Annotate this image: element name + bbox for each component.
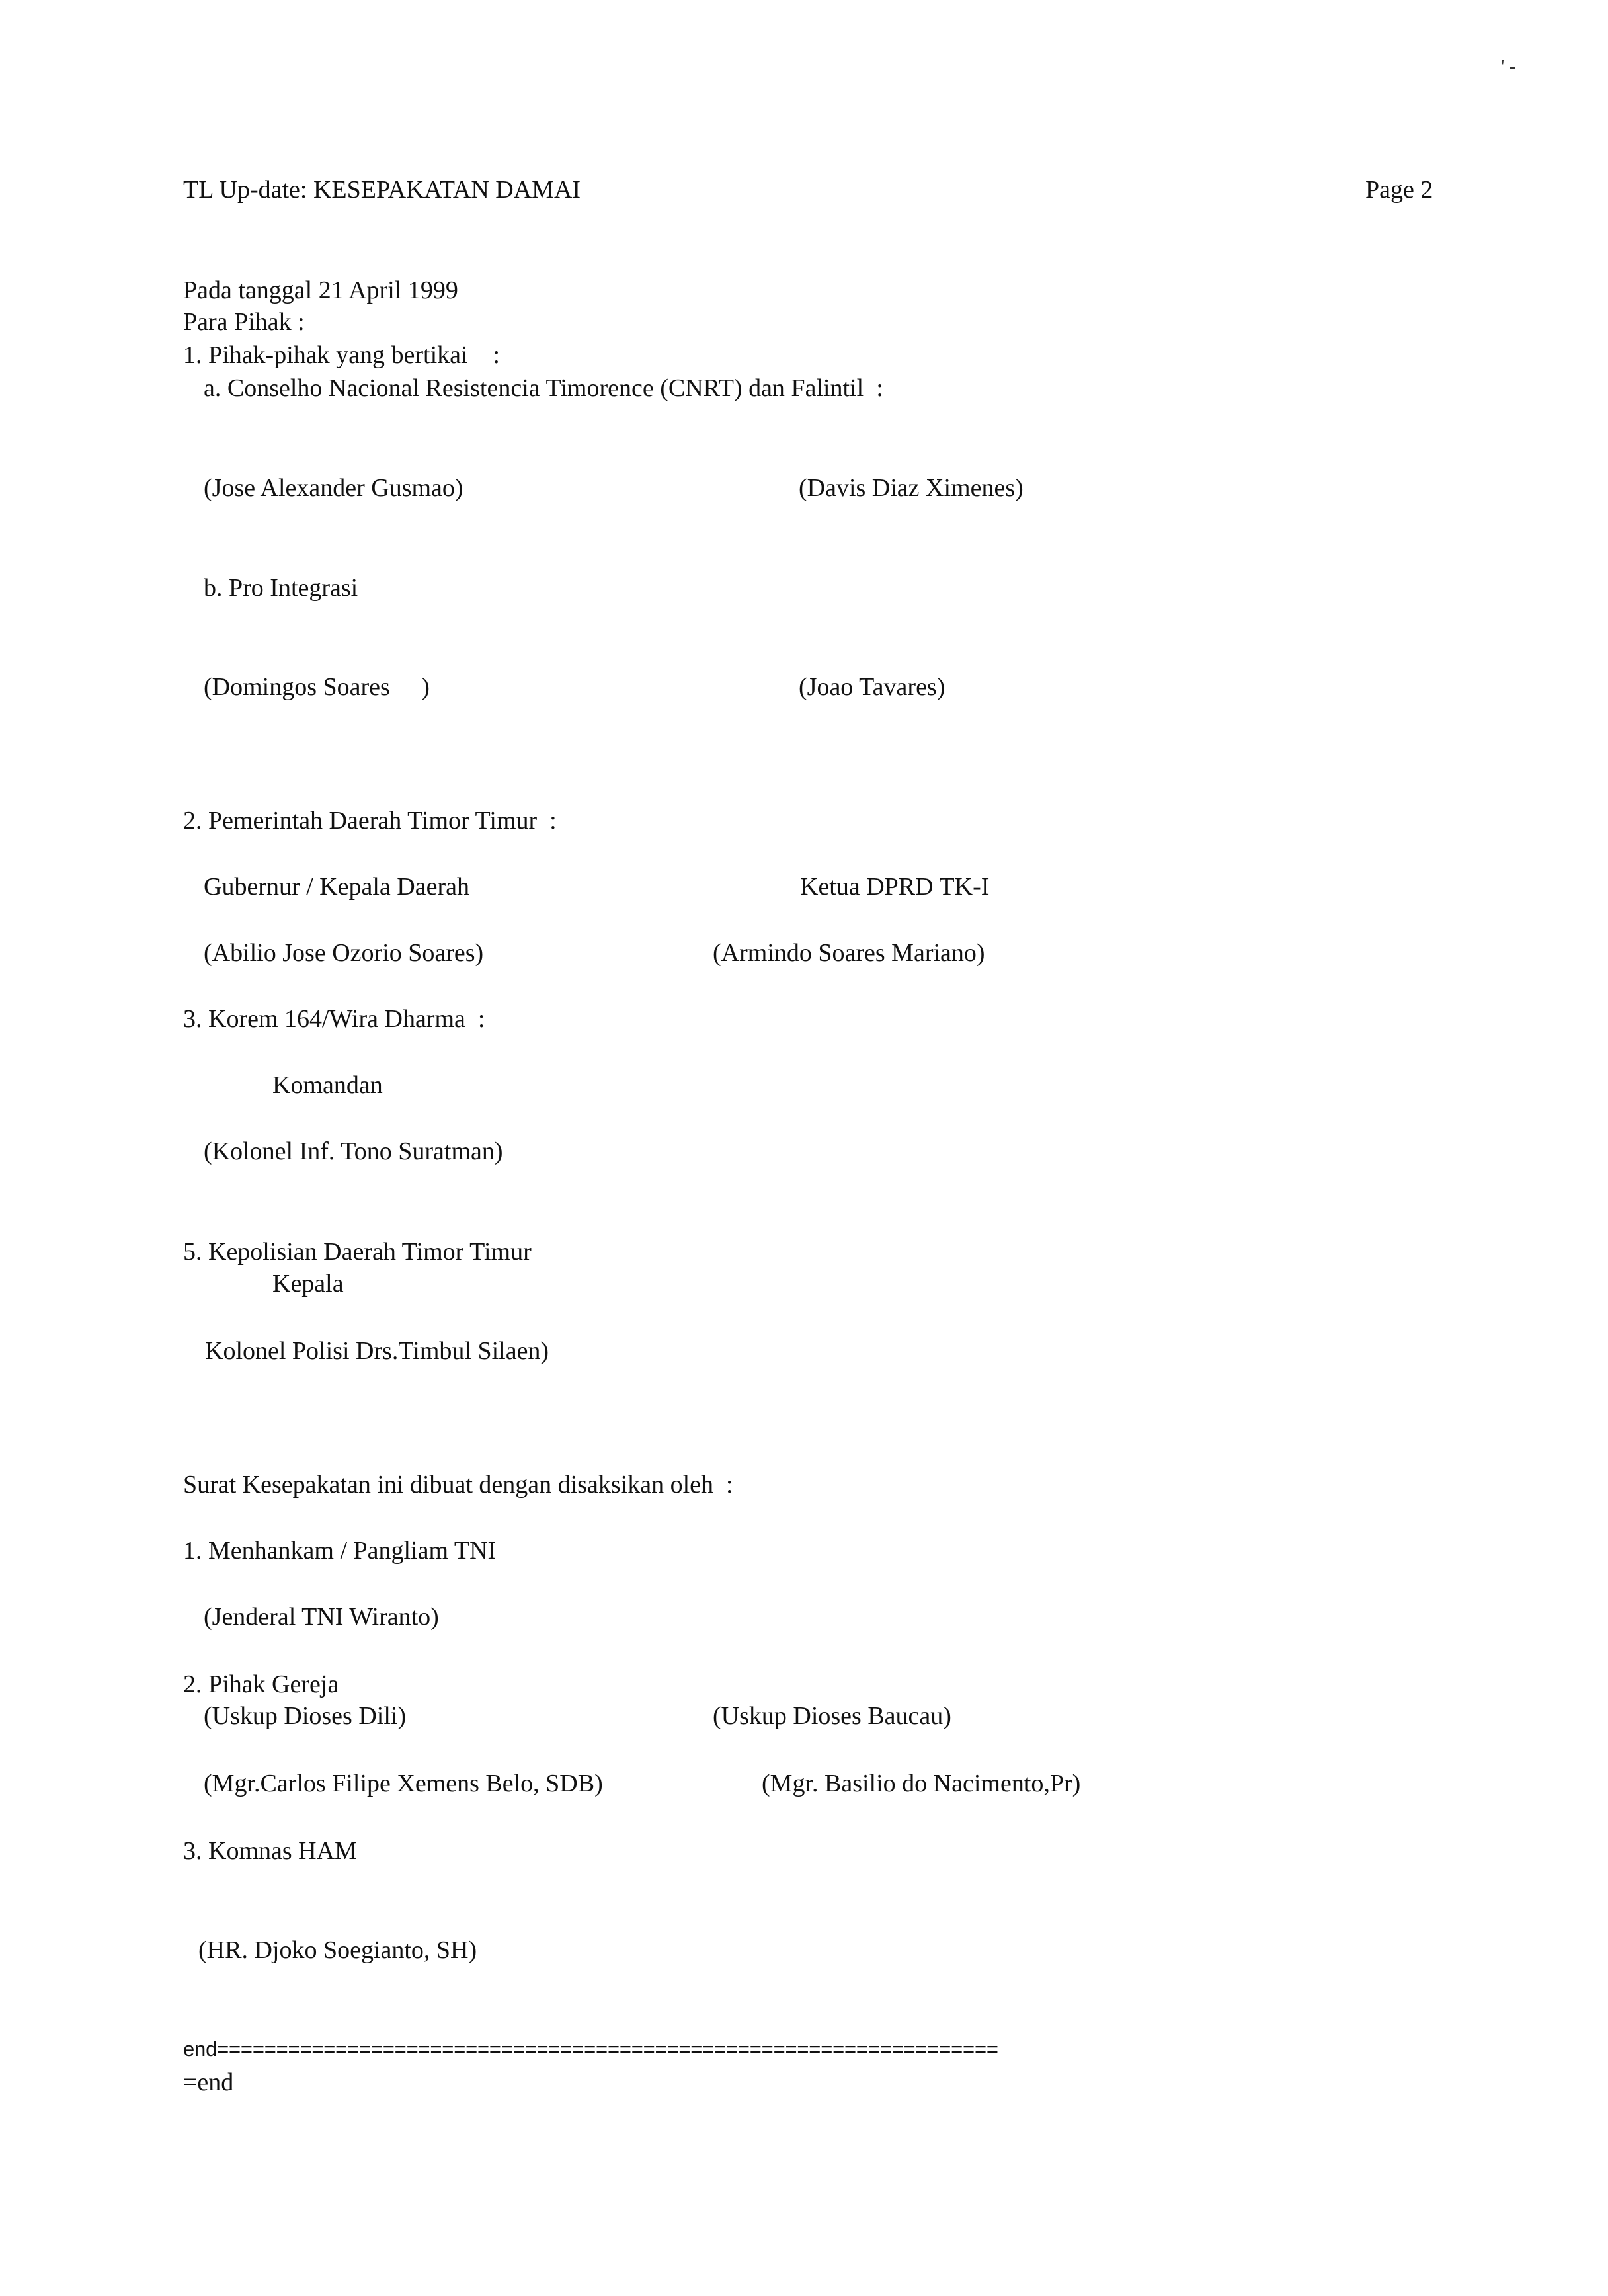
witness-item-2-role-right: (Uskup Dioses Baucau) (713, 1702, 951, 1730)
polda-heading: 5. Kepolisian Daerah Timor Timur (183, 1238, 532, 1266)
pemda-role-left: Gubernur / Kepala Daerah (204, 873, 469, 901)
pro-integrasi-heading: b. Pro Integrasi (204, 574, 358, 602)
witness-item-3-signatory: (HR. Djoko Soegianto, SH) (198, 1936, 477, 1964)
korem-role: Komandan (272, 1071, 383, 1099)
item-1-heading: 1. Pihak-pihak yang bertikai : (183, 341, 501, 369)
witness-item-3: 3. Komnas HAM (183, 1837, 357, 1865)
item-1a-heading: a. Conselho Nacional Resistencia Timorence (CNRT) dan Falintil : (204, 374, 883, 402)
pemda-heading: 2. Pemerintah Daerah Timor Timur : (183, 807, 557, 835)
witness-item-2-role-left: (Uskup Dioses Dili) (204, 1702, 407, 1730)
pemda-signatory-right: (Armindo Soares Mariano) (713, 939, 985, 967)
pemda-role-right: Ketua DPRD TK-I (800, 873, 990, 901)
cnrt-signatory-right: (Davis Diaz Ximenes) (799, 474, 1024, 502)
pro-signatory-left: (Domingos Soares ) (204, 673, 430, 701)
scan-specks: ' - (1501, 56, 1516, 77)
korem-signatory: (Kolonel Inf. Tono Suratman) (204, 1137, 503, 1165)
polda-role: Kepala (272, 1270, 344, 1297)
witness-item-2: 2. Pihak Gereja (183, 1670, 339, 1698)
page-number: Page 2 (1365, 176, 1433, 204)
document-header-title: TL Up-date: KESEPAKATAN DAMAI (183, 176, 581, 204)
witness-item-2-signatory-left: (Mgr.Carlos Filipe Xemens Belo, SDB) (204, 1770, 603, 1797)
polda-signatory: Kolonel Polisi Drs.Timbul Silaen) (205, 1337, 549, 1365)
date-line: Pada tanggal 21 April 1999 (183, 276, 458, 304)
pro-signatory-right: (Joao Tavares) (799, 673, 945, 701)
witness-item-1: 1. Menhankam / Pangliam TNI (183, 1537, 497, 1565)
witness-item-1-signatory: (Jenderal TNI Wiranto) (204, 1603, 439, 1631)
cnrt-signatory-left: (Jose Alexander Gusmao) (204, 474, 463, 502)
end-separator-tail: =end (183, 2069, 234, 2096)
witness-item-2-signatory-right: (Mgr. Basilio do Nacimento,Pr) (762, 1770, 1081, 1797)
witness-intro: Surat Kesepakatan ini dibuat dengan disaksikan oleh : (183, 1471, 733, 1498)
pemda-signatory-left: (Abilio Jose Ozorio Soares) (204, 939, 484, 967)
end-separator-line: end================================================================== (183, 2037, 998, 2061)
parties-line: Para Pihak : (183, 308, 305, 336)
korem-heading: 3. Korem 164/Wira Dharma : (183, 1005, 485, 1033)
